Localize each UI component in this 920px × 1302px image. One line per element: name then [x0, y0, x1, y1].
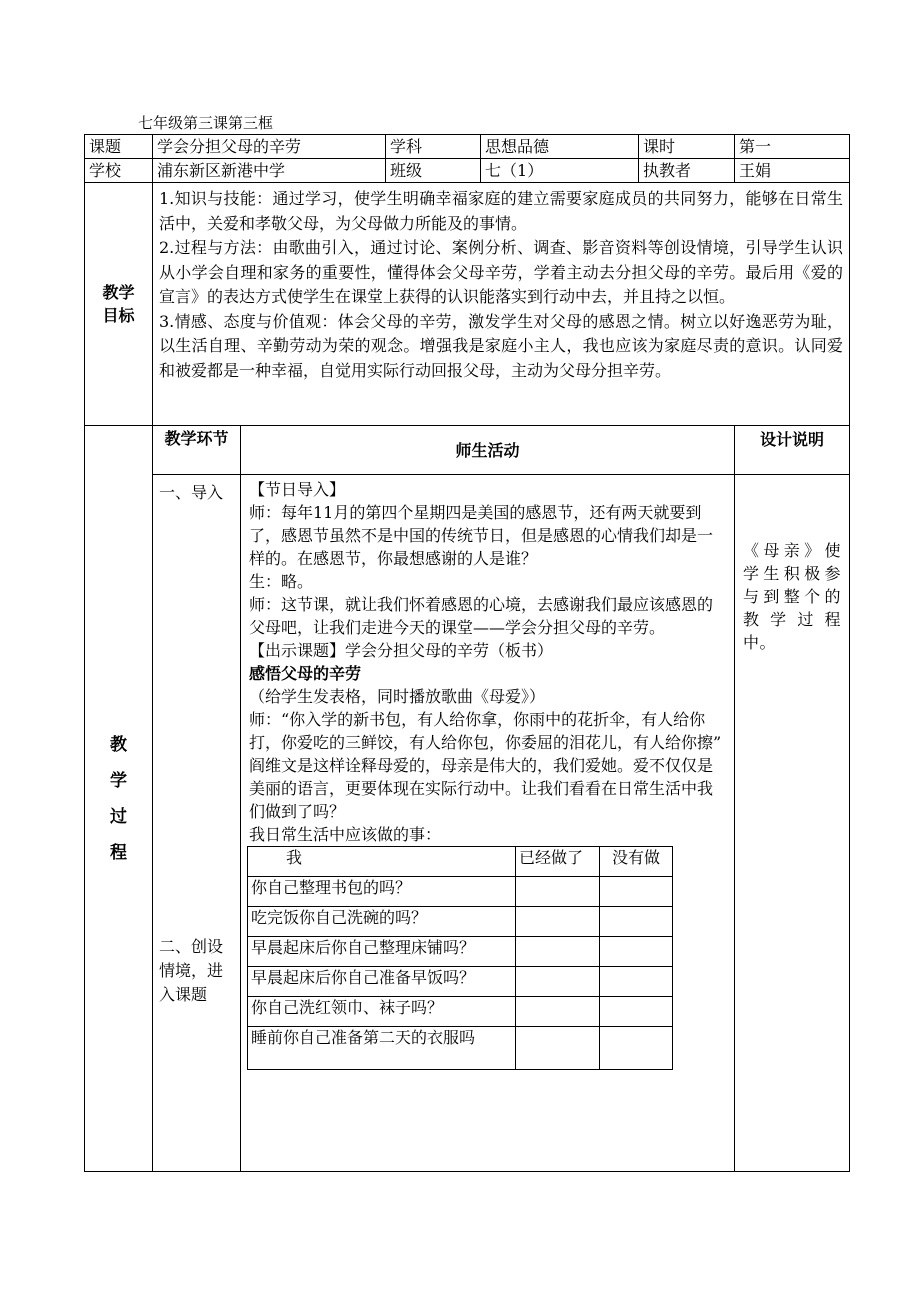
survey-item: 你自己整理书包的吗？	[248, 877, 516, 907]
survey-row	[248, 1027, 673, 1070]
survey-item: 吃完饭你自己洗碗的吗？	[248, 907, 516, 937]
activity-content	[241, 475, 735, 1172]
survey-table	[247, 846, 673, 1070]
note-content	[735, 475, 850, 1172]
survey-cell-done[interactable]	[516, 907, 600, 937]
lesson-caption: 七年级第三课第三框	[138, 114, 274, 132]
info-row-2	[85, 159, 850, 183]
activity-section-holiday: 【节日导入】	[249, 480, 346, 499]
info-label-class: 班级	[386, 159, 481, 183]
process-label	[85, 426, 153, 1172]
survey-cell-done[interactable]	[516, 997, 600, 1027]
info-value-school: 浦东新区新港中学	[153, 159, 386, 183]
survey-row	[248, 877, 673, 907]
info-label-school: 学校	[85, 159, 153, 183]
activity-teacher-1: 师：每年11月的第四个星期四是美国的感恩节，还有两天就要到了，感恩节虽然不是中国的传统节日，但是感恩的心情我们却是一样的。在感恩节，你最想感谢的人是谁？	[249, 503, 714, 568]
activity-survey-intro: 我日常生活中应该做的事：	[249, 825, 442, 844]
activity-student-1: 生：略。	[249, 572, 314, 591]
note-text: 《母亲》使学生积极参与到整个的教学过程中。	[743, 541, 842, 652]
survey-item: 早晨起床后你自己整理床铺吗？	[248, 937, 516, 967]
info-label-period: 课时	[639, 135, 735, 159]
goals-label	[85, 183, 153, 426]
survey-cell-done[interactable]	[516, 967, 600, 997]
info-value-period: 第一	[735, 135, 850, 159]
activity-subheading: 感悟父母的辛劳	[249, 664, 362, 683]
stage-scenario: 二、创设情境，进入课题	[159, 937, 224, 1004]
process-label-char-3: 过	[110, 806, 127, 827]
goals-content	[153, 183, 850, 426]
survey-header-me: 我	[248, 847, 516, 877]
survey-cell-done[interactable]	[516, 877, 600, 907]
survey-row	[248, 967, 673, 997]
survey-item: 睡前你自己准备第二天的衣服吗	[248, 1027, 516, 1070]
info-label-teacher: 执教者	[639, 159, 735, 183]
survey-cell-not-done[interactable]	[600, 937, 673, 967]
survey-row	[248, 937, 673, 967]
survey-cell-done[interactable]	[516, 937, 600, 967]
goals-label-line-1: 教学	[102, 283, 135, 302]
info-label-topic: 课题	[85, 135, 153, 159]
survey-cell-not-done[interactable]	[600, 907, 673, 937]
info-value-topic: 学会分担父母的辛劳	[153, 135, 386, 159]
info-value-subject: 思想品德	[481, 135, 639, 159]
goal-attitude: 3.情感、态度与价值观：体会父母的辛劳，激发学生对父母的感恩之情。树立以好逸恶劳为耻，以生活自理、辛勤劳动为荣的观念。增强我是家庭小主人，我也应该为家庭尽责的意识。认同爱和被爱都是一种幸福，自觉用实际行动回报父母，主动为父母分担辛劳。	[159, 311, 844, 380]
survey-item: 早晨起床后你自己准备早饭吗？	[248, 967, 516, 997]
activity-section-topic: 【出示课题】学会分担父母的辛劳（板书）	[249, 641, 554, 660]
process-header-row	[85, 426, 850, 475]
info-value-teacher: 王娟	[735, 159, 850, 183]
activity-teacher-2: 师：这节课，就让我们怀着感恩的心境，去感谢我们最应该感恩的父母吧，让我们走进今天的课堂——学会分担父母的辛劳。	[249, 595, 714, 637]
lesson-plan-table	[84, 134, 850, 1172]
header-note: 设计说明	[735, 426, 850, 475]
stage-column	[153, 475, 241, 1172]
info-label-subject: 学科	[386, 135, 481, 159]
process-label-char-4: 程	[110, 842, 127, 863]
survey-row	[248, 907, 673, 937]
survey-header-not-done: 没有做	[600, 847, 673, 877]
survey-cell-not-done[interactable]	[600, 967, 673, 997]
process-label-char-1: 教	[110, 734, 127, 755]
survey-cell-done[interactable]	[516, 1027, 600, 1070]
activity-teacher-3: 师：“你入学的新书包，有人给你拿，你雨中的花折伞，有人给你打，你爱吃的三鲜饺，有人给你包，你委屈的泪花儿，有人给你擦” 阎维文是这样诠释母爱的，母亲是伟大的，我们爱她。爱不仅仅是美丽的语言，更要体现在实际行动中。让我们看看在日常生活中我们做到了吗？	[249, 710, 722, 821]
survey-cell-not-done[interactable]	[600, 877, 673, 907]
info-value-class: 七（1）	[481, 159, 639, 183]
activity-instruction: （给学生发表格，同时播放歌曲《母爱》）	[249, 687, 546, 706]
stage-intro: 一、导入	[159, 483, 224, 502]
goals-label-line-2: 目标	[102, 306, 135, 325]
goal-knowledge: 1.知识与技能：通过学习，使学生明确幸福家庭的建立需要家庭成员的共同努力，能够在日常生活中，关爱和孝敬父母，为父母做力所能及的事情。	[159, 189, 844, 233]
survey-header-done: 已经做了	[516, 847, 600, 877]
survey-row	[248, 997, 673, 1027]
survey-cell-not-done[interactable]	[600, 997, 673, 1027]
survey-cell-not-done[interactable]	[600, 1027, 673, 1070]
process-body-row	[85, 475, 850, 1172]
header-activity: 师生活动	[241, 426, 735, 475]
survey-item: 你自己洗红领巾、袜子吗？	[248, 997, 516, 1027]
goals-row	[85, 183, 850, 426]
info-row-1	[85, 135, 850, 159]
header-stage: 教学环节	[153, 426, 241, 475]
goal-process: 2.过程与方法：由歌曲引入，通过讨论、案例分析、调查、影音资料等创设情境，引导学生认识从小学会自理和家务的重要性，懂得体会父母辛劳，学着主动去分担父母的辛劳。最后用《爱的宣言》的表达方式使学生在课堂上获得的认识能落实到行动中去，并且持之以恒。	[159, 238, 844, 306]
survey-header-row	[248, 847, 673, 877]
process-label-char-2: 学	[110, 770, 127, 791]
